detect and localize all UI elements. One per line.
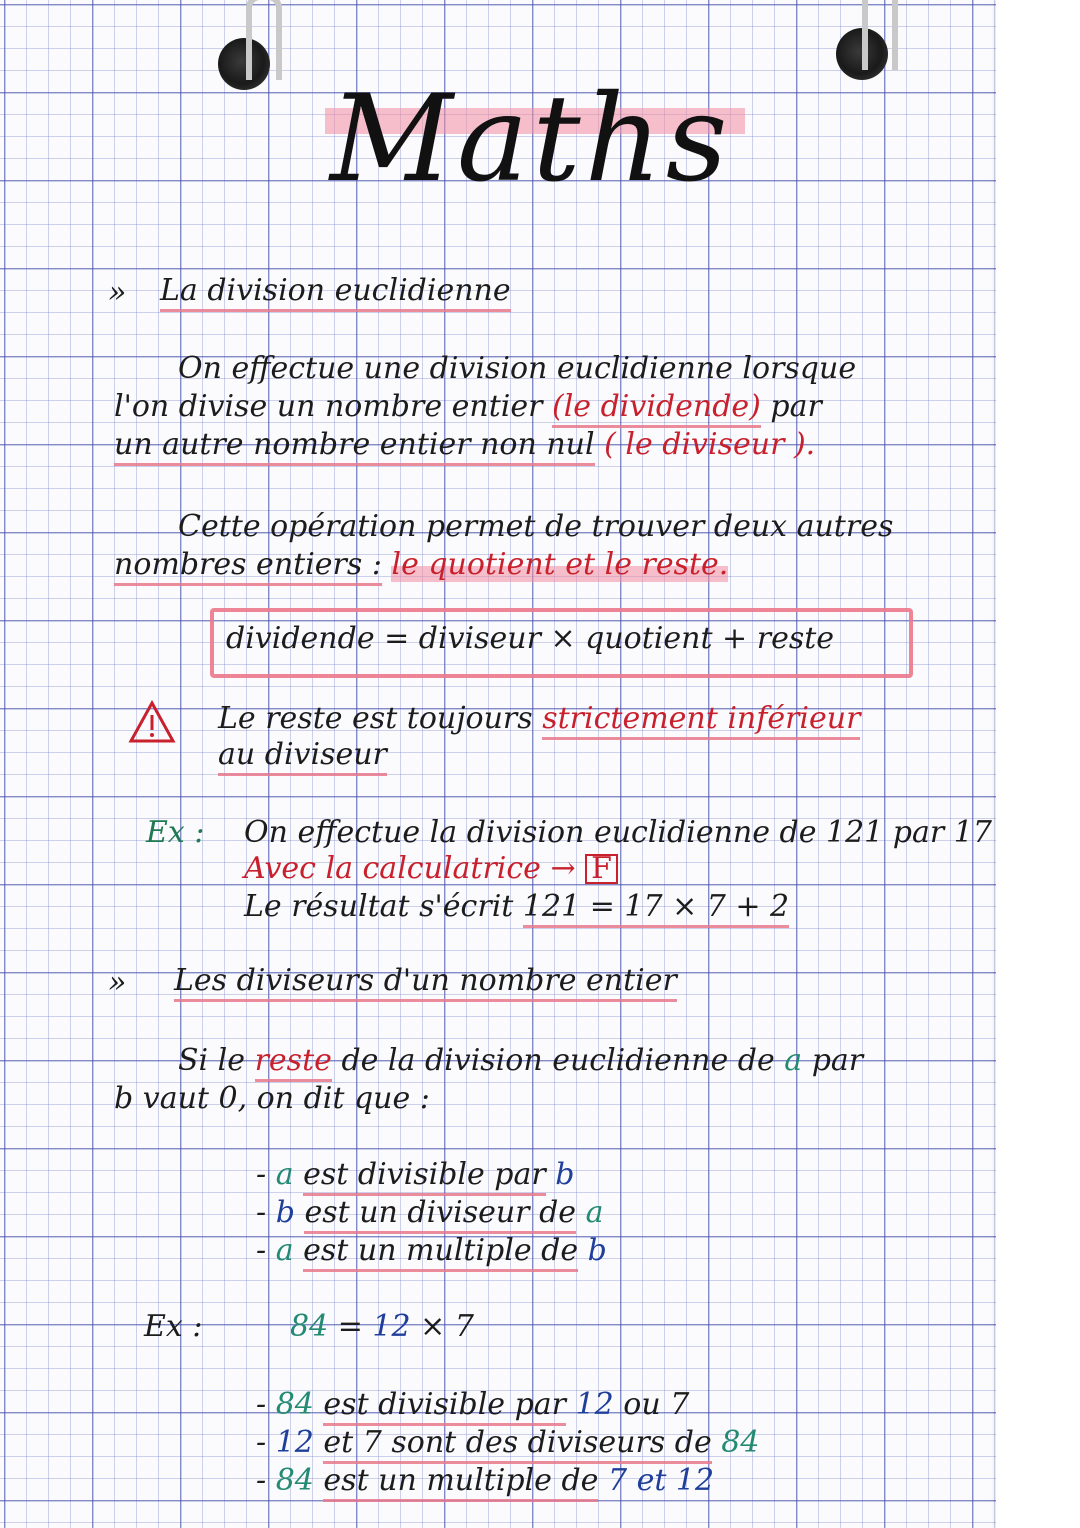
s1-p2-line1: Cette opération permet de trouver deux autres bbox=[178, 509, 894, 544]
s1-p1-line1: On effectue une division euclidienne lorsque bbox=[178, 351, 857, 386]
example-list-item: - 12 et 7 sont des diviseurs de 84 bbox=[256, 1426, 759, 1460]
s1-p1-line2: l'on divise un nombre entier (le dividende) par bbox=[114, 390, 822, 424]
s2-p1-line2: b vaut 0, on dit que : bbox=[114, 1081, 430, 1116]
list-item: - a est un multiple de b bbox=[256, 1234, 607, 1268]
warning-icon bbox=[128, 700, 176, 744]
s2-example-equation: 84 = 12 × 7 bbox=[290, 1309, 474, 1344]
example-list-item: - 84 est un multiple de 7 et 12 bbox=[256, 1464, 714, 1498]
page-title: Maths bbox=[330, 70, 732, 209]
list-item: - b est un diviseur de a bbox=[256, 1196, 603, 1230]
s1-example-line2: Avec la calculatrice → F bbox=[244, 852, 618, 886]
s2-p1-line1: Si le reste de la division euclidienne de a par bbox=[178, 1044, 863, 1078]
s1-p2-line2: nombres entiers : le quotient et le reste. bbox=[114, 548, 728, 582]
section1-heading: La division euclidienne bbox=[160, 274, 511, 308]
section2-heading: Les diviseurs d'un nombre entier bbox=[174, 964, 677, 998]
s1-example-label: Ex : bbox=[146, 815, 205, 850]
s1-example-line3: Le résultat s'écrit 121 = 17 × 7 + 2 bbox=[244, 890, 789, 924]
s1-example-line1: On effectue la division euclidienne de 121 par 17 bbox=[244, 815, 992, 850]
example-list-item: - 84 est divisible par 12 ou 7 bbox=[256, 1388, 689, 1422]
binder-ring-icon bbox=[862, 0, 898, 70]
warning-line2: au diviseur bbox=[218, 738, 387, 772]
s1-p1-line3: un autre nombre entier non nul ( le diviseur ). bbox=[114, 428, 815, 462]
bullet-icon: » bbox=[108, 965, 127, 1000]
calculator-key: F bbox=[585, 854, 618, 884]
binder-ring-icon bbox=[246, 0, 282, 80]
warning-line1: Le reste est toujours strictement inférieur bbox=[218, 702, 860, 736]
bullet-icon: » bbox=[108, 275, 127, 310]
s2-example-label: Ex : bbox=[144, 1309, 203, 1344]
page-edge bbox=[996, 0, 1080, 1528]
formula: dividende = diviseur × quotient + reste bbox=[226, 621, 835, 656]
list-item: - a est divisible par b bbox=[256, 1158, 574, 1192]
